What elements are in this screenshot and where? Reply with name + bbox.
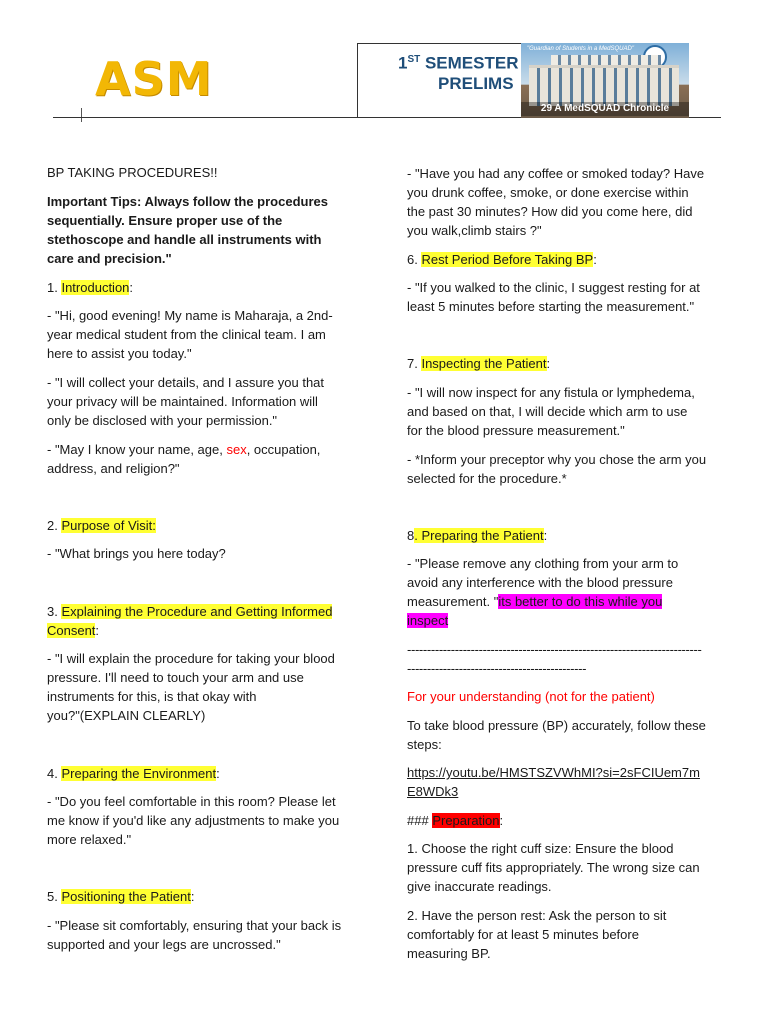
inspecting-note-line: - *Inform your preceptor why you chose the arm you xyxy=(407,452,707,467)
section-purpose-heading: 2. Purpose of Visit: xyxy=(47,518,156,533)
section-rest-heading: 6. Rest Period Before Taking BP: xyxy=(407,252,597,267)
environment-para-line: - "Do you feel comfortable in this room? Please let xyxy=(47,794,336,809)
intro-para-line: - "I will collect your details, and I assure you that xyxy=(47,375,325,390)
preparing-para-line: avoid any interference with the blood pressure xyxy=(407,575,673,590)
section-environment-heading: 4. Preparing the Environment: xyxy=(47,766,220,781)
video-link-cont[interactable]: E8WDk3 xyxy=(407,784,459,799)
explaining-para-line: instruments for this, is that okay with xyxy=(47,689,257,704)
tips-line: care and precision." xyxy=(47,251,172,266)
step-line: comfortably for at least 5 minutes before xyxy=(407,927,639,942)
intro-para-line: your privacy will be maintained. Information will xyxy=(47,394,318,409)
coffee-para-line: you walk,climb stairs ?" xyxy=(407,223,542,238)
take-bp-line: steps: xyxy=(407,737,442,752)
explaining-para-line: you?"(EXPLAIN CLEARLY) xyxy=(47,708,206,723)
section-explaining-heading: 3. Explaining the Procedure and Getting Informed xyxy=(47,604,333,619)
right-column xyxy=(407,0,737,1024)
section-explaining-heading-cont: Consent: xyxy=(47,623,100,638)
preparing-para-line: measurement. "its better to do this while you xyxy=(407,594,663,609)
step-line: 2. Have the person rest: Ask the person to sit xyxy=(407,908,667,923)
preparing-para-line: - "Please remove any clothing from your arm to xyxy=(407,556,679,571)
intro-para-line: year medical student from the clinical team. I am xyxy=(47,327,326,342)
intro-para-line: here to assist you today." xyxy=(47,346,192,361)
positioning-para-line: supported and your legs are uncrossed." xyxy=(47,937,281,952)
step-line: measuring BP. xyxy=(407,946,491,961)
banner-caption: 29 A MedSQUAD Chronicle xyxy=(521,102,689,116)
doc-title: BP TAKING PROCEDURES!! xyxy=(47,165,218,180)
section-positioning-heading: 5. Positioning the Patient: xyxy=(47,889,195,904)
semester-label: 1ST SEMESTER xyxy=(398,53,519,73)
positioning-para-line: - "Please sit comfortably, ensuring that your back is xyxy=(47,918,342,933)
section-introduction-heading: 1. Introduction: xyxy=(47,280,134,295)
intro-para-line: address, and religion?" xyxy=(47,461,180,476)
explaining-para-line: pressure. I'll need to touch your arm and use xyxy=(47,670,304,685)
video-link[interactable]: https://youtu.be/HMSTSZVWhMI?si=2sFCIUem7m xyxy=(407,765,700,780)
explaining-para-line: - "I will explain the procedure for taking your blood xyxy=(47,651,335,666)
coffee-para-line: - "Have you had any coffee or smoked today? Have xyxy=(407,166,705,181)
purpose-para: - "What brings you here today? xyxy=(47,546,226,561)
intro-para-line: - "Hi, good evening! My name is Maharaja, a 2nd- xyxy=(47,308,333,323)
environment-para-line: more relaxed." xyxy=(47,832,132,847)
asm-logo: ASM xyxy=(95,52,213,106)
intro-para-line: - "May I know your name, age, sex, occupation, xyxy=(47,442,321,457)
inspecting-note-line: selected for the procedure.* xyxy=(407,471,567,486)
tips-line: sequentially. Ensure proper use of the xyxy=(47,213,283,228)
step-line: give inaccurate readings. xyxy=(407,879,552,894)
dashed-separator: --------------------------------------------- xyxy=(407,661,587,676)
preparation-heading: ### Preparation: xyxy=(407,813,504,828)
section-preparing-patient-heading: 8. Preparing the Patient: xyxy=(407,528,548,543)
step-line: pressure cuff fits appropriately. The wrong size can xyxy=(407,860,700,875)
inspecting-para-line: - "I will now inspect for any fistula or lymphedema, xyxy=(407,385,695,400)
rest-para-line: least 5 minutes before starting the measurement." xyxy=(407,299,695,314)
inspecting-para-line: and based on that, I will decide which arm to use xyxy=(407,404,688,419)
intro-para-line: only be disclosed with your permission." xyxy=(47,413,278,428)
tips-line: stethoscope and handle all instruments with xyxy=(47,232,322,247)
tips-line: Important Tips: Always follow the procedures xyxy=(47,194,328,209)
inspecting-para-line: for the blood pressure measurement." xyxy=(407,423,625,438)
section-inspecting-heading: 7. Inspecting the Patient: xyxy=(407,356,551,371)
rest-para-line: - "If you walked to the clinic, I suggest resting for at xyxy=(407,280,700,295)
take-bp-line: To take blood pressure (BP) accurately, follow these xyxy=(407,718,706,733)
environment-para-line: me know if you'd like any adjustments to make you xyxy=(47,813,340,828)
preparing-para-line: inspect xyxy=(407,613,449,628)
coffee-para-line: the past 30 minutes? How did you come here, did xyxy=(407,204,693,219)
left-column xyxy=(47,0,367,1024)
coffee-para-line: you drunk coffee, smoke, or done exercise within xyxy=(407,185,689,200)
prelims-label: PRELIMS xyxy=(438,74,514,93)
banner-tagline: "Guardian of Students in a MedSQUAD" xyxy=(527,46,634,52)
understanding-note: For your understanding (not for the patient) xyxy=(407,689,655,704)
step-line: 1. Choose the right cuff size: Ensure the blood xyxy=(407,841,674,856)
dashed-separator: -------------------------------------------------------------------------- xyxy=(407,642,702,657)
